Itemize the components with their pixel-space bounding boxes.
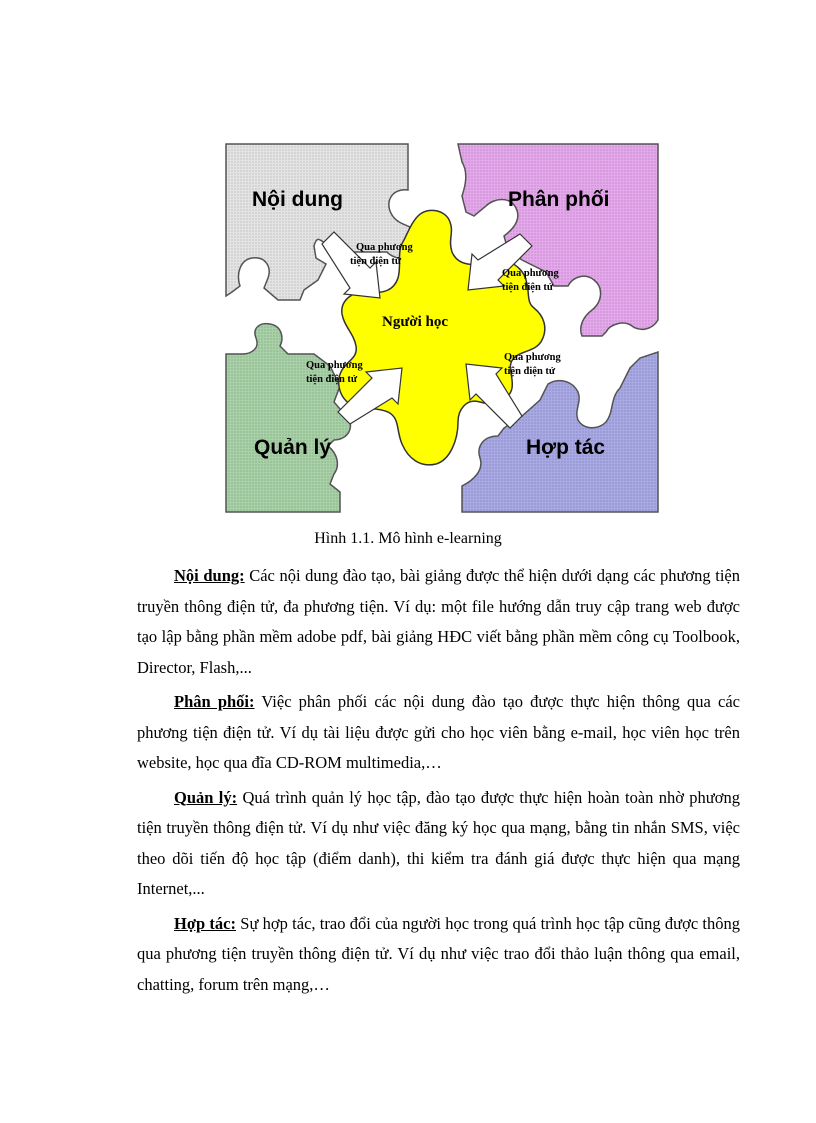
term-collaboration: Hợp tác: xyxy=(174,913,236,933)
arrow-label-content-line1: Qua phương xyxy=(356,242,413,253)
arrow-label-content-line2: tiện điện tử xyxy=(350,256,402,267)
puzzle-piece-content xyxy=(226,144,418,300)
term-distribution: Phân phối: xyxy=(174,692,255,711)
paragraph-management xyxy=(137,783,740,905)
paragraph-management-text: Quá trình quản lý học tập, đào tạo được thực hiện hoàn toàn nhờ phương tiện truyền thông điện tử. Ví dụ như việc đăng ký học qua mạng, bằng tin nhắn SMS, việc theo dõi tiến độ học tập (điểm danh), thi kiểm tra đánh giá được thực hiện qua mạng Internet,... xyxy=(137,787,740,898)
label-distribution: Phân phối xyxy=(508,188,610,211)
label-learner: Người học xyxy=(382,314,449,330)
arrow-label-collaboration-line1: Qua phương xyxy=(504,352,561,363)
label-collaboration: Hợp tác xyxy=(526,436,606,459)
puzzle-piece-management xyxy=(226,324,350,512)
body-text xyxy=(137,561,740,1004)
arrow-label-management-line2: tiện điện tử xyxy=(306,374,358,385)
arrow-label-distribution-line1: Qua phương xyxy=(502,268,559,279)
paragraph-content-text: Các nội dung đào tạo, bài giảng được thể hiện dưới dạng các phương tiện truyền thông điện tử, đa phương tiện. Ví dụ: một file hướng dẫn truy cập trang web được tạo lập bằng phần mềm adobe pdf, bài giảng HĐC viết bằng phần mềm công cụ Toolbook, Director, Flash,... xyxy=(137,566,740,677)
arrow-label-distribution-line2: tiện điện tử xyxy=(502,282,554,293)
figure-caption: Hình 1.1. Mô hình e-learning xyxy=(314,530,502,547)
paragraph-collaboration xyxy=(137,909,740,1001)
term-management: Quản lý: xyxy=(174,787,238,807)
paragraph-content xyxy=(137,561,740,683)
term-content: Nội dung: xyxy=(174,566,245,585)
label-management: Quản lý xyxy=(254,436,332,459)
arrow-label-collaboration-line2: tiện điện tử xyxy=(504,366,556,377)
paragraph-distribution xyxy=(137,687,740,779)
arrow-label-management-line1: Qua phương xyxy=(306,360,363,371)
paragraph-collaboration-text: Sự hợp tác, trao đổi của người học trong quá trình học tập cũng được thông qua phương tiện truyền thông điện tử. Ví dụ như việc trao đổi thảo luận thông qua email, chatting, forum trên mạng,… xyxy=(137,913,741,994)
label-content: Nội dung xyxy=(252,188,343,211)
paragraph-distribution-text: Việc phân phối các nội dung đào tạo được thực hiện thông qua các phương tiện điện tử. Ví dụ tài liệu được gửi cho học viên bằng e-mail, học viên học trên website, học qua đĩa CD-ROM multimedia,… xyxy=(137,692,740,772)
e-learning-diagram xyxy=(222,140,662,516)
